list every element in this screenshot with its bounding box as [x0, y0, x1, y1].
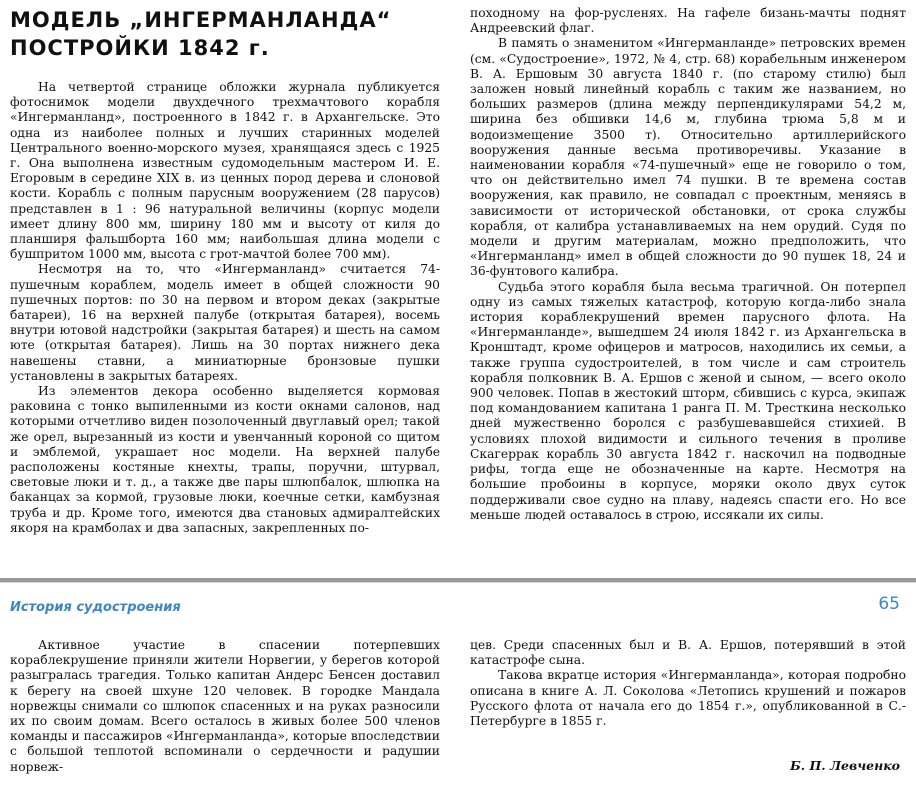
column-bottom-right	[470, 638, 906, 729]
page-divider	[0, 578, 916, 583]
article-title	[10, 6, 450, 62]
paragraph: походному на фор-русленях. На гафеле бизань-мачты поднят Андреевский флаг.	[470, 6, 906, 36]
paragraph: Несмотря на то, что «Ингерманланд» считается 74-пушечным кораблем, модель имеет в общей сложности 90 пушечных портов: по 30 на первом и втором деках (закрытые батареи), 16 на верхней палубе (открытая батарея), восемь внутри ютовой надстройки (закрытая батарея) и шесть на самом юте (открытая батарея). Лишь на 30 портах нижнего дека навешены ставни, а миниатюрные бронзовые пушки установлены в закрытых батареях.	[10, 262, 440, 383]
paragraph: Из элементов декора особенно выделяется кормовая раковина с тонко выпиленными из кости окнами салонов, над которыми отчетливо виден позолоченный двуглавый орел; такой же орел, вырезанный из кости и увенчанный короной со щитом и эмблемой, украшает нос модели. На верхней палубе расположены костяные кнехты, трапы, поручни, штурвал, световые люки и т. д., а также две пары шлюпбалок, шлюпка на баканцах за кормой, грузовые люки, коечные сетки, камбузная труба и др. Кроме того, имеются два становых адмиралтейских якоря на крамболах и два запасных, закрепленных по-	[10, 384, 440, 535]
paragraph: Активное участие в спасении потерпевших кораблекрушение приняли жители Норвегии, у берегов которой разыгралась трагедия. Только капитан Андерс Бенсен доставил к берегу на своей шхуне 120 человек. В городке Мандала норвежцы снимали со шлюпок спасенных и на руках разносили их по своим домам. Всего осталось в живых более 500 членов команды и пассажиров «Ингерманланда», которые впоследствии с большой теплотой вспоминали о сердечности и радушии норвеж-	[10, 638, 440, 774]
paragraph: Такова вкратце история «Ингерманланда», которая подробно описана в книге А. Л. Соколова «Летопись крушений и пожаров Русского флота от начала его до 1854 г.», опубликованной в С.-Петербурге в 1855 г.	[470, 668, 906, 729]
paragraph: Судьба этого корабля была весьма трагичной. Он потерпел одну из самых тяжелых катастроф, которую когда-либо знала история кораблекрушений времен парусного флота. На «Ингерманланде», вышедшем 24 июля 1842 г. из Архангельска в Кронштадт, кроме офицеров и матросов, находились их семьи, а также группа судостроителей, в том числе и сам строитель корабля полковник В. А. Ершов с женой и сыном, — всего около 900 человек. Попав в жестокий шторм, сбившись с курса, экипаж под командованием капитана 1 ранга П. М. Тресткина несколько дней мужественно боролся с разбушевавшейся стихией. В условиях плохой видимости и сильного течения в проливе Скагеррак корабль 30 августа 1842 г. наскочил на подводные рифы, тогда еще не обозначенные на карте. Несмотря на большие пробоины в корпусе, моряки около двух суток поддерживали свое судно на плаву, надеясь спасти его. Но все меньше людей оставалось в строю, иссякали их силы.	[470, 279, 906, 522]
column-top-right	[470, 6, 906, 523]
paragraph: На четвертой странице обложки журнала публикуется фотоснимок модели двухдечного трехмачтового корабля «Ингерманланд», построенного в 1842 г. в Архангельске. Это одна из наиболее полных и лучших старинных моделей Центрального военно-морского музея, хранящаяся здесь с 1925 г. Она выполнена известным судомодельным мастером И. Е. Егоровым в середине XIX в. из ценных пород дерева и слоновой кости. Корабль с полным парусным вооружением (28 парусов) представлен в 1 : 96 натуральной величины (корпус модели имеет длину 800 мм, ширину 180 мм и высоту от киля до планширя фальшборта 160 мм; наибольшая длина модели с бушпритом 1000 мм, высота с грот-мачтой более 700 мм).	[10, 80, 440, 262]
paragraph: В память о знаменитом «Ингерманланде» петровских времен (см. «Судостроение», 1972, № 4, стр. 68) корабельным инженером В. А. Ершовым 30 августа 1840 г. (по старому стилю) был заложен новый линейный корабль с таким же названием, но больших размеров (длина между перпендикулярами 54,2 м, ширина без обшивки 14,6 м, глубина трюма 5,8 м и водоизмещение 3500 т). Относительно артиллерийского вооружения данные весьма противоречивы. Указание в наименовании корабля «74-пушечный» еще не говорило о том, что он действительно имел 74 пушки. В те времена состав вооружения, как правило, не совпадал с проектным, меняясь в зависимости от исторической обстановки, от срока службы корабля, от калибра устанавливаемых на нем орудий. Судя по модели и другим материалам, можно предположить, что «Ингерманланд» имел в общей сложности до 90 пушек 18, 24 и 36-фунтового калибра.	[470, 36, 906, 279]
page-number: 65	[878, 594, 900, 614]
column-top-left	[10, 80, 440, 536]
title-line-1: МОДЕЛЬ „ИНГЕРМАНЛАНДА“	[10, 8, 392, 32]
column-bottom-left	[10, 638, 440, 775]
author-signature: Б. П. Левченко	[790, 758, 900, 773]
section-title: История судостроения	[10, 600, 181, 615]
title-line-2: ПОСТРОЙКИ 1842 г.	[10, 36, 270, 60]
paragraph: цев. Среди спасенных был и В. А. Ершов, потерявший в этой катастрофе сына.	[470, 638, 906, 668]
